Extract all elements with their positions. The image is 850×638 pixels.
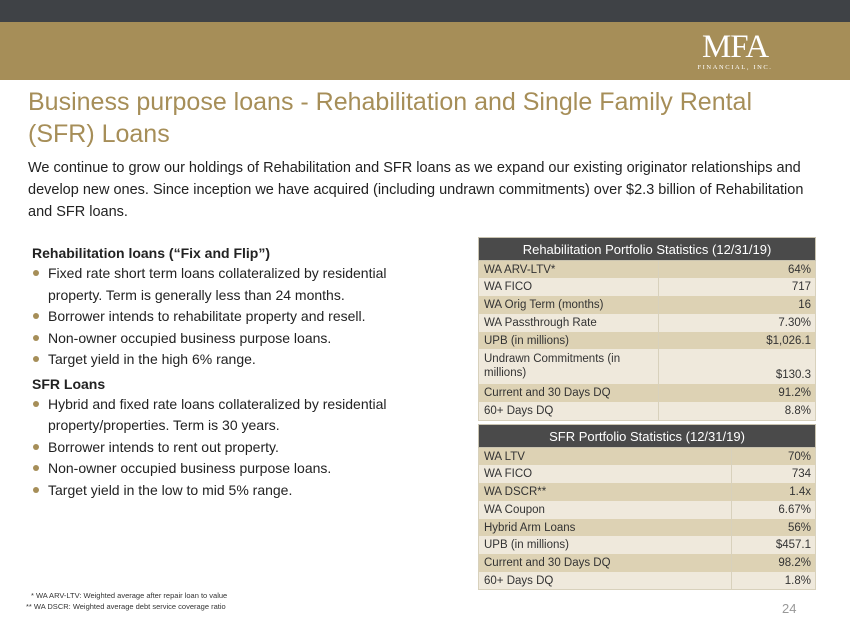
- list-item: Target yield in the low to mid 5% range.: [32, 480, 442, 502]
- table-row: WA Coupon 6.67%: [479, 501, 816, 519]
- loan-descriptions: [32, 243, 442, 501]
- footnote-dscr: ** WA DSCR: Weighted average debt service coverage ratio: [26, 602, 226, 611]
- table-row: WA LTV 70%: [479, 448, 816, 466]
- bullet-dot-icon: [33, 444, 39, 450]
- table-row: WA ARV-LTV* 64%: [479, 261, 816, 279]
- sfr-bullet-list: [32, 394, 442, 502]
- list-item: Borrower intends to rehabilitate property and resell.: [32, 306, 442, 328]
- list-item: Hybrid and fixed rate loans collateralized by residential property/properties. Term is 30 years.: [32, 394, 442, 437]
- bullet-dot-icon: [33, 335, 39, 341]
- list-item: Target yield in the high 6% range.: [32, 349, 442, 371]
- bullet-dot-icon: [33, 270, 39, 276]
- sfr-stats-table: [478, 424, 816, 590]
- table-row: Current and 30 Days DQ 98.2%: [479, 554, 816, 572]
- table-row: UPB (in millions) $1,026.1: [479, 332, 816, 350]
- footnote-arv-ltv: * WA ARV-LTV: Weighted average after repair loan to value: [31, 591, 228, 600]
- sfr-table-title: SFR Portfolio Statistics (12/31/19): [479, 425, 816, 448]
- table-row: UPB (in millions) $457.1: [479, 536, 816, 554]
- bullet-dot-icon: [33, 401, 39, 407]
- table-row: 60+ Days DQ 1.8%: [479, 572, 816, 590]
- sfr-heading: SFR Loans: [32, 375, 106, 392]
- table-row: Hybrid Arm Loans 56%: [479, 519, 816, 537]
- rehab-bullet-list: [32, 263, 442, 371]
- bullet-dot-icon: [33, 313, 39, 319]
- page-number: 24: [782, 601, 797, 616]
- table-row: Current and 30 Days DQ 91.2%: [479, 384, 816, 402]
- bullet-dot-icon: [33, 487, 39, 493]
- list-item: Non-owner occupied business purpose loans.: [32, 458, 442, 480]
- table-row: WA FICO 717: [479, 278, 816, 296]
- rehab-table-title: Rehabilitation Portfolio Statistics (12/31/19): [479, 238, 816, 261]
- mfa-logo: [694, 30, 776, 76]
- table-row: WA FICO 734: [479, 465, 816, 483]
- logo-main-text: MFA: [701, 29, 769, 65]
- logo-sub-text: FINANCIAL, INC.: [697, 64, 773, 71]
- bullet-dot-icon: [33, 465, 39, 471]
- top-bar: [0, 0, 850, 22]
- list-item: Borrower intends to rent out property.: [32, 437, 442, 459]
- table-row: WA Passthrough Rate 7.30%: [479, 314, 816, 332]
- intro-paragraph: We continue to grow our holdings of Rehabilitation and SFR loans as we expand our existing originator relationships and develop new ones. Since inception we have acquired (including undrawn commitments) over $2.3 billion of Rehabilitation and SFR loans.: [28, 160, 804, 220]
- table-row: WA Orig Term (months) 16: [479, 296, 816, 314]
- list-item: Non-owner occupied business purpose loans.: [32, 328, 442, 350]
- table-row: 60+ Days DQ 8.8%: [479, 402, 816, 420]
- rehab-heading: Rehabilitation loans (“Fix and Flip”): [32, 245, 271, 261]
- footnotes: [26, 590, 227, 612]
- table-row: WA DSCR** 1.4x: [479, 483, 816, 501]
- rehab-stats-table: [478, 237, 816, 421]
- table-row: Undrawn Commitments (in millions) $130.3: [479, 349, 816, 384]
- bullet-dot-icon: [33, 356, 39, 362]
- list-item: Fixed rate short term loans collateralized by residential property. Term is generally less than 24 months.: [32, 263, 442, 306]
- page-title: Business purpose loans - Rehabilitation and Single Family Rental (SFR) Loans: [28, 88, 753, 148]
